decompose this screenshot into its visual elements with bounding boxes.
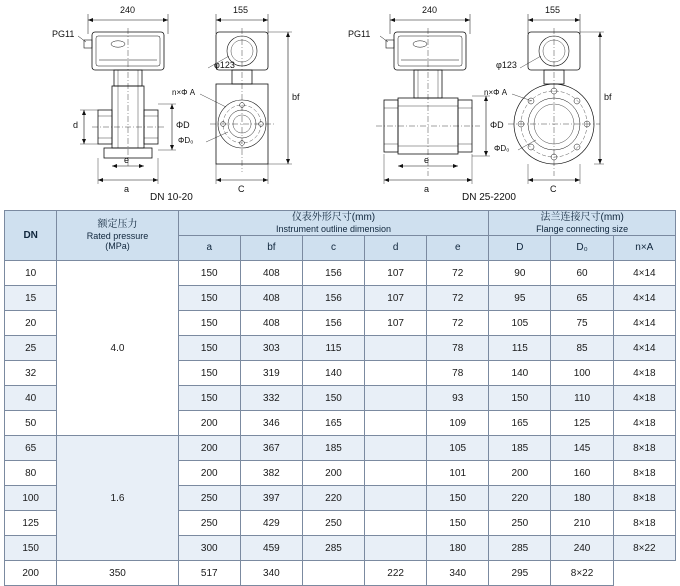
caption-dn10-20: DN 10-20 [150,192,193,203]
cell-d [365,511,427,536]
dim-label-240-right: 240 [422,5,438,15]
cell-e: 109 [427,411,489,436]
cell-e: 72 [427,286,489,311]
cell-D: 250 [489,511,551,536]
header-col-d: d [365,236,427,261]
table-header-row-1 [5,211,676,236]
cell-dn: 150 [5,536,57,561]
cell-bf: 408 [240,286,302,311]
cell-d [365,436,427,461]
cell-d [365,386,427,411]
dim-label-phiD0-left: ΦD₀ [178,136,194,145]
cell-e: 180 [427,536,489,561]
dim-label-155-right: 155 [545,5,561,15]
cell-c: 250 [302,511,364,536]
dim-label-240-left: 240 [120,5,136,15]
cell-nA: 8×22 [551,561,613,586]
cell-D0: 65 [551,286,613,311]
label-pg11-right: PG11 [348,29,371,39]
header-outline-dimension [178,211,489,236]
cell-bf: 367 [240,436,302,461]
dim-label-bolt-left: n×Φ A [172,88,196,97]
cell-D: 105 [489,311,551,336]
cell-c: 165 [302,411,364,436]
header-rated-pressure-unit: (MPa) [105,241,130,252]
cell-e: 93 [427,386,489,411]
cell-d [365,461,427,486]
header-col-a: a [178,236,240,261]
header-rated-pressure-cn: 额定压力 [97,219,138,231]
cell-c: 285 [302,536,364,561]
cell-d [365,411,427,436]
dim-label-e-left: e [124,155,130,165]
cell-dn: 65 [5,436,57,461]
cell-D: 115 [489,336,551,361]
header-col-D: D [489,236,551,261]
dim-label-bf-left: bf [292,92,300,102]
cell-bf: 397 [240,486,302,511]
cell-e: 78 [427,361,489,386]
cell-nA: 4×14 [613,336,675,361]
cell-a: 200 [178,461,240,486]
cell-D0: 100 [551,361,613,386]
dim-label-bolt-right: n×Φ A [484,88,508,97]
cell-D: 185 [489,436,551,461]
cell-e: 78 [427,336,489,361]
cell-D0: 210 [551,511,613,536]
cell-c: 156 [302,286,364,311]
cell-dn: 15 [5,286,57,311]
cell-nA: 4×14 [613,286,675,311]
cell-a: 350 [57,561,178,586]
cell-c: 156 [302,311,364,336]
cell-c: 140 [302,361,364,386]
dim-label-c-left: C [238,184,245,194]
dim-label-e-right: e [424,155,430,165]
cell-bf: 517 [178,561,240,586]
cell-c: 156 [302,261,364,286]
cell-D: 200 [489,461,551,486]
cell-D0: 180 [551,486,613,511]
cell-d [302,561,364,586]
cell-a: 200 [178,436,240,461]
dimension-drawings-svg [0,0,680,208]
dim-label-phiD-right: ΦD [490,120,504,130]
cell-dn: 25 [5,336,57,361]
cell-bf: 346 [240,411,302,436]
cell-a: 250 [178,486,240,511]
cell-nA: 8×22 [613,536,675,561]
cell-nA: 8×18 [613,486,675,511]
cell-bf: 408 [240,311,302,336]
table-row [5,436,676,461]
header-dn: DN [5,211,57,261]
cell-a: 150 [178,261,240,286]
cell-D: 95 [489,286,551,311]
cell-a: 150 [178,386,240,411]
dim-label-phiD-left: ΦD [176,120,190,130]
cell-D0: 145 [551,436,613,461]
cell-e: 72 [427,261,489,286]
dim-label-a-left: a [124,184,130,194]
cell-D: 285 [489,536,551,561]
cell-a: 150 [178,336,240,361]
cell-e: 72 [427,311,489,336]
cell-d [365,486,427,511]
dim-label-phi123-right: φ123 [496,60,517,70]
cell-a: 200 [178,411,240,436]
table-header [5,211,676,261]
dim-label-d-left: d [73,120,79,130]
cell-c: 200 [302,461,364,486]
table-row [5,261,676,286]
cell-d: 107 [365,286,427,311]
cell-e: 150 [427,511,489,536]
cell-D0: 60 [551,261,613,286]
cell-D0: 240 [551,536,613,561]
dim-label-bf-right: bf [604,92,612,102]
header-col-D0: D₀ [551,236,613,261]
cell-nA: 4×18 [613,411,675,436]
cell-D0: 160 [551,461,613,486]
cell-nA: 4×14 [613,311,675,336]
header-outline-en: Instrument outline dimension [275,223,392,234]
cell-c: 150 [302,386,364,411]
cell-nA: 4×18 [613,361,675,386]
cell-c: 340 [240,561,302,586]
cell-dn: 125 [5,511,57,536]
header-col-e: e [427,236,489,261]
cell-dn: 200 [5,561,57,586]
cell-nA: 4×14 [613,261,675,286]
caption-dn25-2200: DN 25-2200 [462,192,516,203]
table-row [5,561,676,586]
cell-a: 250 [178,511,240,536]
cell-e: 105 [427,436,489,461]
dim-label-155-left: 155 [233,5,249,15]
header-outline-cn: 仪表外形尺寸(mm) [291,212,376,224]
cell-D: 140 [489,361,551,386]
cell-d [365,336,427,361]
cell-dn: 10 [5,261,57,286]
cell-bf: 408 [240,261,302,286]
cell-a: 150 [178,286,240,311]
cell-bf: 303 [240,336,302,361]
cell-D0: 295 [489,561,551,586]
cell-c: 115 [302,336,364,361]
cell-dn: 100 [5,486,57,511]
cell-rated-pressure: 1.6 [57,436,178,561]
cell-e: 150 [427,486,489,511]
cell-D: 90 [489,261,551,286]
cell-a: 300 [178,536,240,561]
cell-D: 165 [489,411,551,436]
label-pg11-left: PG11 [52,29,75,39]
drawing-area [0,0,680,208]
cell-bf: 429 [240,511,302,536]
cell-d [365,361,427,386]
header-col-c: c [302,236,364,261]
cell-D0: 85 [551,336,613,361]
cell-bf: 319 [240,361,302,386]
cell-rated-pressure: 4.0 [57,261,178,436]
cell-bf: 382 [240,461,302,486]
cell-dn: 40 [5,386,57,411]
cell-e: 101 [427,461,489,486]
cell-d: 107 [365,311,427,336]
cell-nA: 4×18 [613,386,675,411]
header-rated-pressure [57,211,178,261]
cell-D0: 125 [551,411,613,436]
cell-D0: 75 [551,311,613,336]
header-col-nA: n×A [613,236,675,261]
cell-c: 220 [302,486,364,511]
cell-D: 220 [489,486,551,511]
header-flange-cn: 法兰连接尺寸(mm) [540,212,624,224]
cell-bf: 459 [240,536,302,561]
dim-label-phi123-left: φ123 [214,60,235,70]
header-rated-pressure-en: Rated pressure [86,230,149,241]
cell-dn: 80 [5,461,57,486]
cell-D: 340 [427,561,489,586]
cell-a: 150 [178,361,240,386]
cell-dn: 20 [5,311,57,336]
cell-e: 222 [365,561,427,586]
cell-nA: 8×18 [613,436,675,461]
cell-a: 150 [178,311,240,336]
dim-label-a-right: a [424,184,430,194]
cell-dn: 50 [5,411,57,436]
dim-label-c-right: C [550,184,557,194]
cell-d [365,536,427,561]
header-flange-en: Flange connecting size [536,223,629,234]
cell-c: 185 [302,436,364,461]
dim-label-phiD0-right: ΦD₀ [494,144,510,153]
cell-dn: 32 [5,361,57,386]
header-flange-size [489,211,676,236]
header-col-bf: bf [240,236,302,261]
cell-nA: 8×18 [613,461,675,486]
cell-D: 150 [489,386,551,411]
table-body [5,261,676,586]
cell-D0: 110 [551,386,613,411]
cell-d: 107 [365,261,427,286]
cell-bf: 332 [240,386,302,411]
dimension-table [4,210,676,586]
cell-nA: 8×18 [613,511,675,536]
